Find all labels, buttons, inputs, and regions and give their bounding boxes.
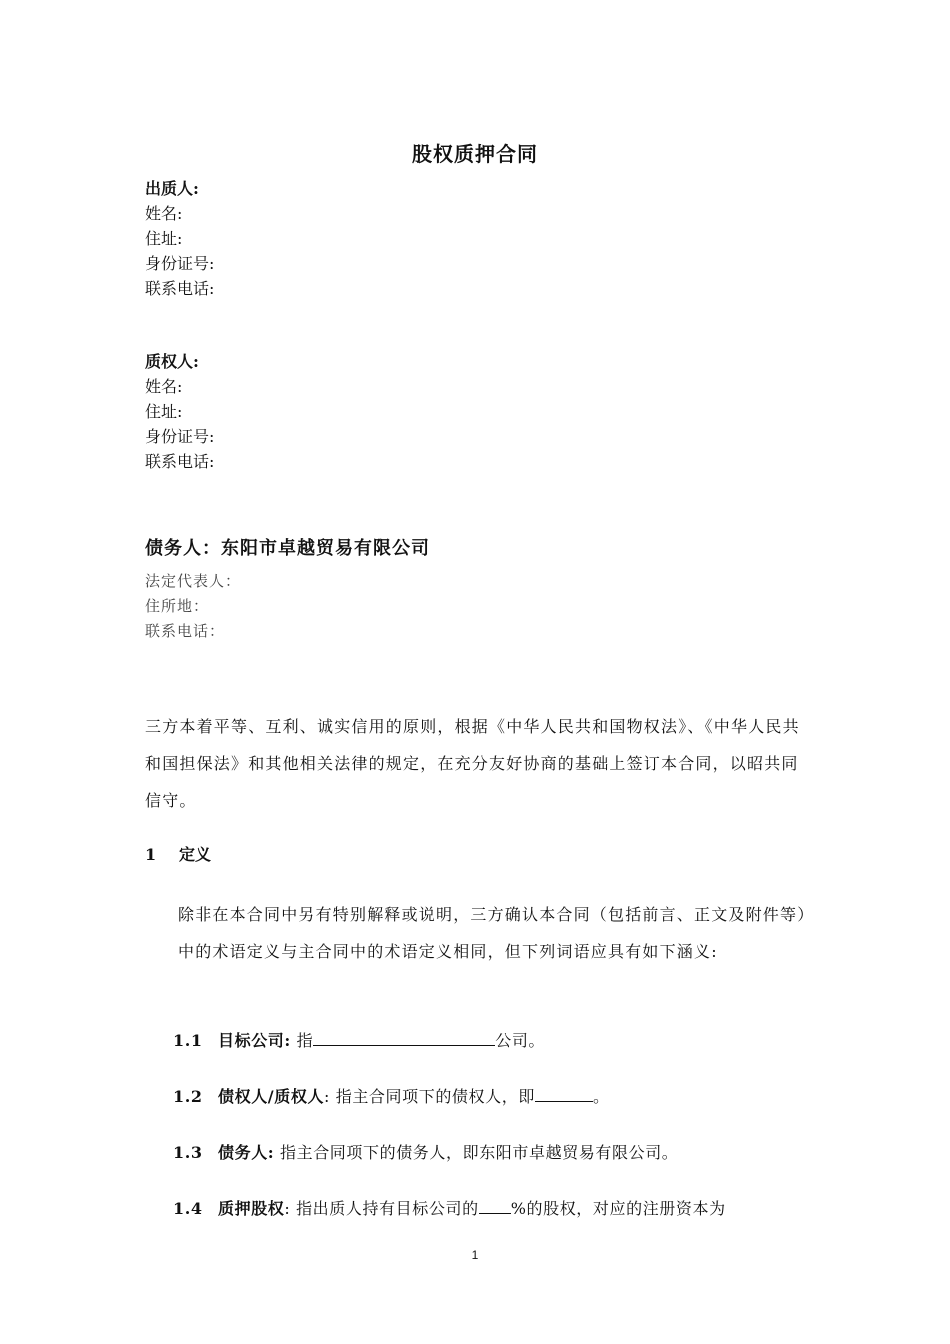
section-heading bbox=[145, 842, 211, 867]
preamble-paragraph: 三方本着平等、互利、诚实信用的原则，根据《中华人民共和国物权法》、《中华人民共和国担保法》和其他相关法律的规定，在充分友好协商的基础上签订本合同，以昭共同信守。 bbox=[145, 717, 800, 810]
pledgee-address-field: 住址: bbox=[145, 402, 183, 421]
pledgee-phone-field: 联系电话: bbox=[145, 452, 215, 471]
pledgor-label: 出质人: bbox=[145, 179, 199, 198]
page-number: 1 bbox=[471, 1248, 479, 1262]
section-number: 1 bbox=[145, 845, 157, 864]
debtor-address-field: 住所地： bbox=[145, 597, 210, 615]
pledgor-id-field: 身份证号: bbox=[145, 254, 215, 273]
item-term: 债权人/质权人 bbox=[218, 1087, 325, 1106]
item-text-after: 。 bbox=[592, 1087, 610, 1106]
item-number: 1.3 bbox=[173, 1143, 203, 1162]
debtor-legal-rep-field: 法定代表人： bbox=[145, 572, 242, 590]
pledgee-id-field: 身份证号: bbox=[145, 427, 215, 446]
definition-item bbox=[173, 1084, 610, 1109]
item-text-after: 公司。 bbox=[495, 1031, 546, 1050]
item-text: 指主合同项下的债务人，即东阳市卓越贸易有限公司。 bbox=[274, 1143, 679, 1162]
fill-in-blank[interactable] bbox=[479, 1197, 511, 1214]
item-text: : 指主合同项下的债权人，即 bbox=[324, 1087, 535, 1106]
section-intro-paragraph: 除非在本合同中另有特别解释或说明，三方确认本合同（包括前言、正文及附件等）中的术语定义与主合同中的术语定义相同，但下列词语应具有如下涵义: bbox=[178, 905, 807, 961]
item-number: 1.4 bbox=[173, 1199, 203, 1218]
item-term: 债务人: bbox=[218, 1143, 275, 1162]
debtor-label: 债务人：东阳市卓越贸易有限公司 bbox=[145, 538, 430, 559]
item-term: 质押股权 bbox=[218, 1199, 285, 1218]
pledgor-name-field: 姓名: bbox=[145, 204, 183, 223]
fill-in-blank[interactable] bbox=[535, 1085, 593, 1102]
document-title: 股权质押合同 bbox=[412, 142, 538, 166]
pledgor-block bbox=[145, 176, 214, 301]
pledgee-label: 质权人: bbox=[145, 352, 199, 371]
pledgee-block bbox=[145, 349, 214, 474]
section-title: 定义 bbox=[179, 845, 212, 864]
item-text-after: %的股权，对应的注册资本为 bbox=[510, 1199, 726, 1218]
item-text: 指 bbox=[290, 1031, 314, 1050]
debtor-block bbox=[145, 535, 430, 644]
item-text: : 指出质人持有目标公司的 bbox=[284, 1199, 479, 1218]
item-term: 目标公司: bbox=[218, 1031, 291, 1050]
fill-in-blank[interactable] bbox=[313, 1029, 495, 1046]
definition-item bbox=[173, 1028, 545, 1053]
definition-item bbox=[173, 1140, 678, 1165]
definition-item bbox=[173, 1196, 726, 1221]
pledgee-name-field: 姓名: bbox=[145, 377, 183, 396]
item-number: 1.2 bbox=[173, 1087, 203, 1106]
pledgor-phone-field: 联系电话: bbox=[145, 279, 215, 298]
pledgor-address-field: 住址: bbox=[145, 229, 183, 248]
item-number: 1.1 bbox=[173, 1031, 203, 1050]
debtor-phone-field: 联系电话： bbox=[145, 622, 226, 640]
